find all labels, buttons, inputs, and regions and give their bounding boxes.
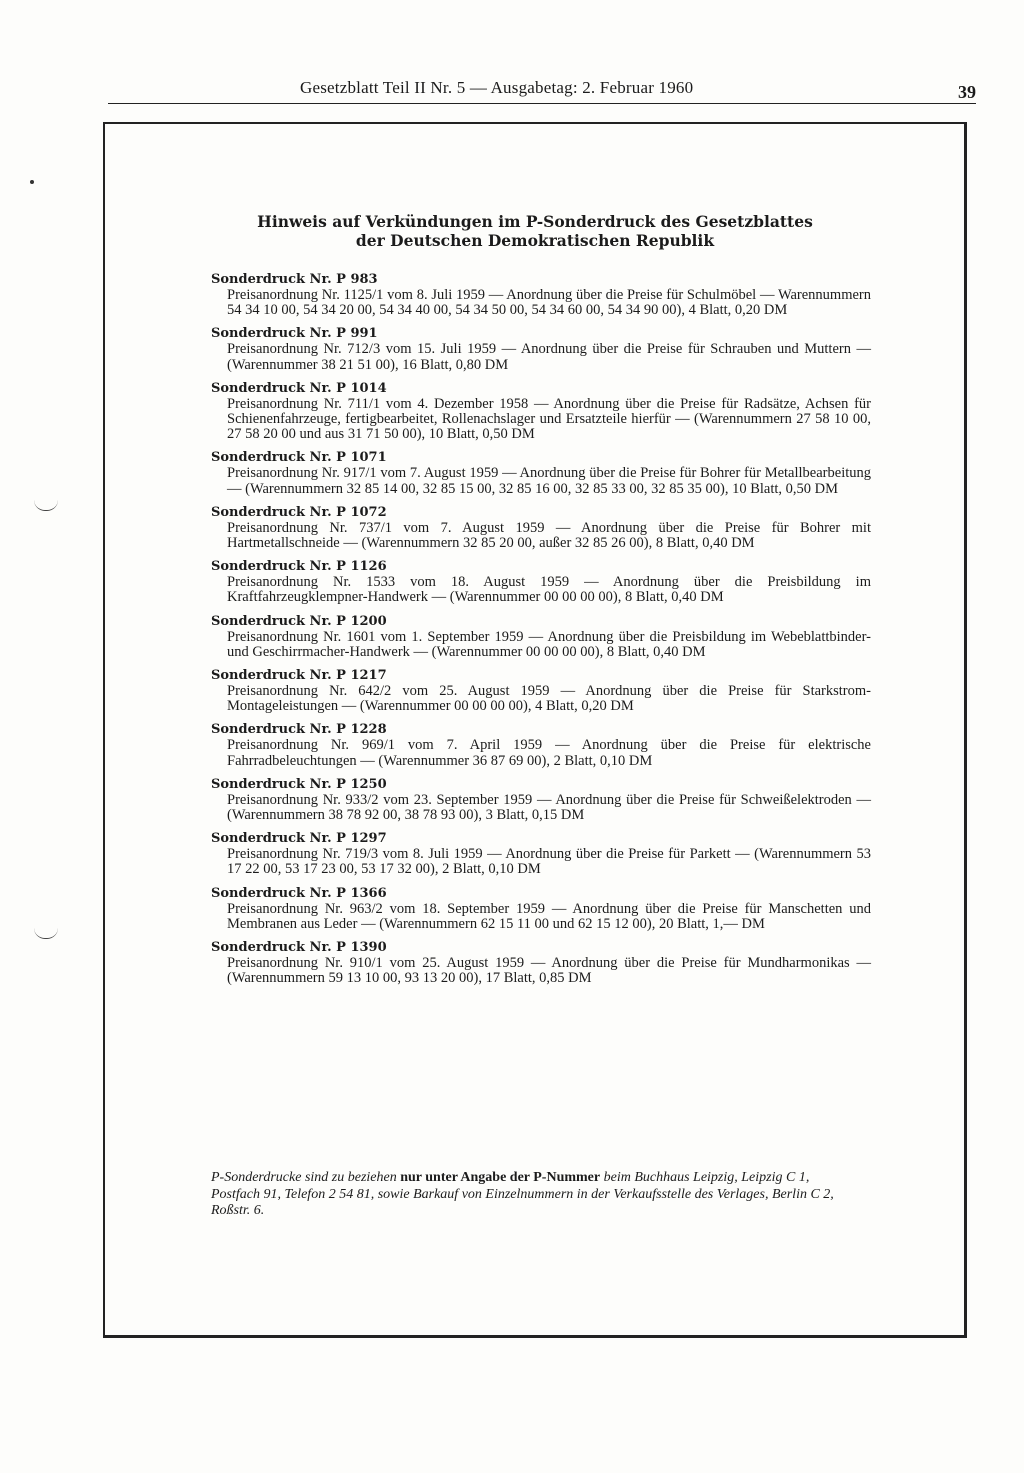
notice-title (103, 212, 967, 250)
entry-text: Preisanordnung Nr. 910/1 vom 25. August 1959 — Anordnung über die Preise für Mundharmonikas — (Warennummern 59 13 10 00, 93 13 20 00), 17 Blatt, 0,85 DM (227, 955, 871, 987)
margin-check-mark (34, 928, 58, 939)
running-header-text: Gesetzblatt Teil II Nr. 5 — Ausgabetag: 2. Februar 1960 (300, 78, 694, 97)
entry-text: Preisanordnung Nr. 969/1 vom 7. April 1959 — Anordnung über die Preise für elektrische Fahrradbeleuchtungen — (Warennummer 36 87 69 00), 2 Blatt, 0,10 DM (227, 737, 871, 769)
entry-heading: Sonderdruck Nr. P 1071 (211, 450, 387, 466)
list-item (211, 614, 871, 660)
ordering-note-text: beim Buchhaus Leipzig, Leipzig C 1, Postfach 91, Telefon 2 54 81, sowie Barkauf von Einzelnummern in der Verkaufsstelle des Verlages, Berlin C 2, Roßstr. 6. (211, 1170, 834, 1218)
entry-text: Preisanordnung Nr. 1601 vom 1. September 1959 — Anordnung über die Preisbildung im Webeblattbinder- und Geschirrmacher-Handwerk — (Warennummer 00 00 00 00), 8 Blatt, 0,40 DM (227, 628, 871, 660)
entry-heading: Sonderdruck Nr. P 1297 (211, 831, 387, 847)
notice-content (103, 122, 967, 1334)
list-item (211, 886, 871, 932)
entry-heading: Sonderdruck Nr. P 991 (211, 326, 378, 342)
list-item (211, 450, 871, 496)
entry-heading: Sonderdruck Nr. P 1200 (211, 613, 387, 629)
ordering-note-intro: P-Sonderdrucke sind zu beziehen (211, 1170, 397, 1185)
ordering-note (211, 1170, 861, 1220)
entry-heading: Sonderdruck Nr. P 1072 (211, 504, 387, 520)
ordering-note-emphasis: nur unter Angabe der P-Nummer (400, 1170, 601, 1185)
page-number: 39 (958, 82, 976, 102)
list-item (211, 777, 871, 823)
entry-text: Preisanordnung Nr. 1125/1 vom 8. Juli 1959 — Anordnung über die Preise für Schulmöbel — Warennummern 54 34 10 00, 54 34 20 00, 54 34 40 00, 54 34 50 00, 54 34 60 00, 54 34 90 00), 4 Blatt, 0,20 DM (227, 287, 871, 319)
margin-check-mark (34, 500, 58, 511)
entry-heading: Sonderdruck Nr. P 1217 (211, 668, 387, 684)
entry-text: Preisanordnung Nr. 642/2 vom 25. August 1959 — Anordnung über die Preise für Starkstrom-Montageleistungen — (Warennummer 00 00 00 00), 4 Blatt, 0,20 DM (227, 683, 871, 715)
entry-heading: Sonderdruck Nr. P 1014 (211, 380, 387, 396)
entry-text: Preisanordnung Nr. 711/1 vom 4. Dezember 1958 — Anordnung über die Preise für Radsätze, Achsen für Schienenfahrzeuge, fertigbearbeitet, Rollenachslager und Ersatzteile hierfür — (Warennummern 27 58 10 00, 27 58 20 00 und aus 31 71 50 00), 10 Blatt, 0,50 DM (227, 395, 871, 443)
entry-text: Preisanordnung Nr. 712/3 vom 15. Juli 1959 — Anordnung über die Preise für Schrauben und Muttern — (Warennummer 38 21 51 00), 16 Blatt, 0,80 DM (227, 341, 871, 373)
entry-text: Preisanordnung Nr. 933/2 vom 23. September 1959 — Anordnung über die Preise für Schweißelektroden — (Warennummern 38 78 92 00, 38 78 93 00), 3 Blatt, 0,15 DM (227, 791, 871, 824)
entry-heading: Sonderdruck Nr. P 1250 (211, 776, 387, 792)
notice-title-line: Hinweis auf Verkündungen im P-Sonderdruck des Gesetzblattes (257, 212, 813, 231)
entry-list (211, 272, 871, 994)
list-item (211, 668, 871, 714)
entry-text: Preisanordnung Nr. 963/2 vom 18. September 1959 — Anordnung über die Preise für Manschetten und Membranen aus Leder — (Warennummern 62 15 11 00 und 62 15 12 00), 20 Blatt, 1,— DM (227, 900, 871, 932)
entry-text: Preisanordnung Nr. 1533 vom 18. August 1959 — Anordnung über die Preisbildung im Kraftfahrzeugklempner-Handwerk — (Warennummer 00 00 00 00), 8 Blatt, 0,40 DM (227, 574, 871, 606)
header-rule (108, 103, 976, 104)
entry-heading: Sonderdruck Nr. P 1390 (211, 940, 387, 956)
running-header (108, 78, 976, 106)
entry-heading: Sonderdruck Nr. P 1126 (211, 559, 387, 575)
list-item (211, 559, 871, 605)
list-item (211, 722, 871, 768)
list-item (211, 381, 871, 443)
entry-heading: Sonderdruck Nr. P 983 (211, 272, 378, 287)
entry-text: Preisanordnung Nr. 737/1 vom 7. August 1959 — Anordnung über die Preise für Bohrer mit Hartmetallschneide — (Warennummern 32 85 20 00, außer 32 85 26 00), 8 Blatt, 0,40 DM (227, 519, 871, 552)
list-item (211, 326, 871, 372)
entry-heading: Sonderdruck Nr. P 1228 (211, 722, 387, 738)
margin-speck (30, 180, 34, 184)
notice-title-line: der Deutschen Demokratischen Republik (355, 231, 715, 250)
list-item (211, 505, 871, 551)
list-item (211, 940, 871, 986)
entry-heading: Sonderdruck Nr. P 1366 (211, 885, 387, 901)
entry-text: Preisanordnung Nr. 917/1 vom 7. August 1959 — Anordnung über die Preise für Bohrer für Metallbearbeitung — (Warennummern 32 85 14 00, 32 85 15 00, 32 85 16 00, 32 85 33 00, 32 85 35 00), 10 Blatt, 0,50 DM (227, 465, 871, 497)
entry-text: Preisanordnung Nr. 719/3 vom 8. Juli 1959 — Anordnung über die Preise für Parkett — (Warennummern 53 17 22 00, 53 17 23 00, 53 17 32 00), 2 Blatt, 0,10 DM (227, 846, 871, 878)
list-item (211, 272, 871, 318)
list-item (211, 831, 871, 877)
